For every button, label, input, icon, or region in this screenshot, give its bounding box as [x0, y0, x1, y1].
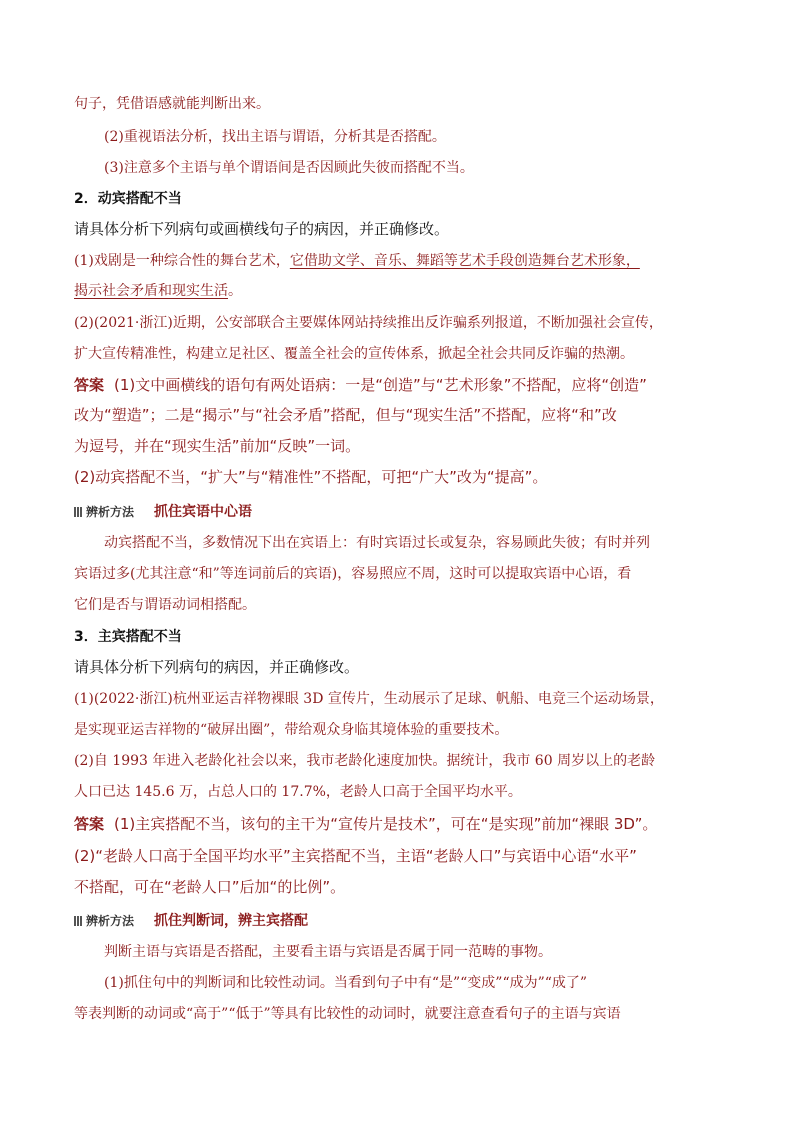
question-prompt: 请具体分析下列病句或画横线句子的病因，并正确修改。 — [74, 220, 450, 238]
method-text: 动宾搭配不当，多数情况下出在宾语上：有时宾语过长或复杂，容易顾此失彼；有时并列 — [104, 535, 650, 551]
answer-line: (2)“老龄人口高于全国平均水平”主宾搭配不当，主语“老龄人口”与宾语中心语“水平” — [74, 847, 637, 865]
answer-label: 答案 — [74, 376, 105, 394]
method-text: 判断主语与宾语是否搭配，主要看主语与宾语是否属于同一范畴的事物。 — [104, 944, 552, 960]
method-label: 辨析方法 — [86, 914, 135, 928]
method-text: 它们是否与谓语动词相搭配。 — [74, 597, 256, 613]
section-heading: 3．主宾搭配不当 — [74, 629, 182, 645]
question-item: (2)自 1993 年进入老龄化社会以来，我市老龄化速度加快。据统计，我市 60 周岁以上的老龄 — [74, 753, 656, 769]
answer-line: 不搭配，可在“老龄人口”后加“的比例”。 — [74, 878, 346, 896]
text-line: (3)注意多个主语与单个谓语间是否因顾此失彼而搭配不当。 — [104, 160, 474, 176]
answer-text: (1)主宾搭配不当，该句的主干为“宣传片是技术”，可在“是实现”前加“裸眼 3D”。 — [114, 815, 658, 833]
section-heading: 2．动宾搭配不当 — [74, 191, 182, 207]
question-item: 是实现亚运吉祥物的“破屏出圈”，带给观众身临其境体验的重要技术。 — [74, 722, 509, 738]
underlined-text: 它借助文学、音乐、舞蹈等艺术手段创造舞台艺术形象， — [289, 253, 640, 269]
answer-line: 改为“塑造”；二是“揭示”与“社会矛盾”搭配，但与“现实生活”不搭配，应将“和”改 — [74, 406, 617, 424]
question-item: (1)(2022·浙江)杭州亚运吉祥物裸眼 3D 宣传片，生动展示了足球、帆船、电竞三个运动场景， — [74, 691, 664, 707]
question-text: (1)戏剧是一种综合性的舞台艺术， — [74, 253, 290, 269]
answer-line: 为逗号，并在“现实生活”前加“反映”一词。 — [74, 437, 361, 455]
method-header — [74, 911, 308, 931]
question-item — [74, 251, 640, 271]
section-marker-icon — [74, 916, 82, 926]
question-item — [74, 281, 242, 301]
answer-label: 答案 — [74, 815, 105, 833]
method-text: 宾语过多(尤其注意“和”等连词前后的宾语)，容易照应不周，这时可以提取宾语中心语，看 — [74, 566, 632, 582]
method-text: (1)抓住句中的判断词和比较性动词。当看到句子中有“是”“变成”“成为”“成了” — [104, 975, 588, 991]
answer-line — [74, 375, 647, 395]
text-line: (2)重视语法分析，找出主语与谓语，分析其是否搭配。 — [104, 129, 446, 145]
text-line: 句子，凭借语感就能判断出来。 — [74, 96, 270, 112]
question-prompt: 请具体分析下列病句的病因，并正确修改。 — [74, 658, 360, 676]
question-text: 。 — [228, 283, 242, 299]
method-title: 抓住判断词，辨主宾搭配 — [154, 913, 309, 929]
question-item: 扩大宣传精准性，构建立足社区、覆盖全社会的宣传体系，掀起全社会共同反诈骗的热潮。 — [74, 346, 634, 362]
method-title: 抓住宾语中心语 — [154, 504, 253, 520]
answer-line — [74, 814, 657, 834]
answer-line: (2)动宾搭配不当，“扩大”与“精准性”不搭配，可把“广大”改为“提高”。 — [74, 468, 548, 486]
question-item: 人口已达 145.6 万，占总人口的 17.7%，老龄人口高于全国平均水平。 — [74, 784, 522, 800]
answer-text: (1)文中画横线的语句有两处语病：一是“创造”与“艺术形象”不搭配，应将“创造” — [114, 376, 647, 394]
underlined-text: 揭示社会矛盾和现实生活 — [74, 283, 228, 299]
method-text: 等表判断的动词或“高于”“低于”等具有比较性的动词时，就要注意查看句子的主语与宾语 — [74, 1006, 621, 1022]
method-label: 辨析方法 — [86, 505, 135, 519]
method-header — [74, 502, 252, 522]
section-marker-icon — [74, 507, 82, 517]
question-item: (2)(2021·浙江)近期，公安部联合主要媒体网站持续推出反诈骗系列报道，不断加强社会宣传， — [74, 315, 663, 331]
